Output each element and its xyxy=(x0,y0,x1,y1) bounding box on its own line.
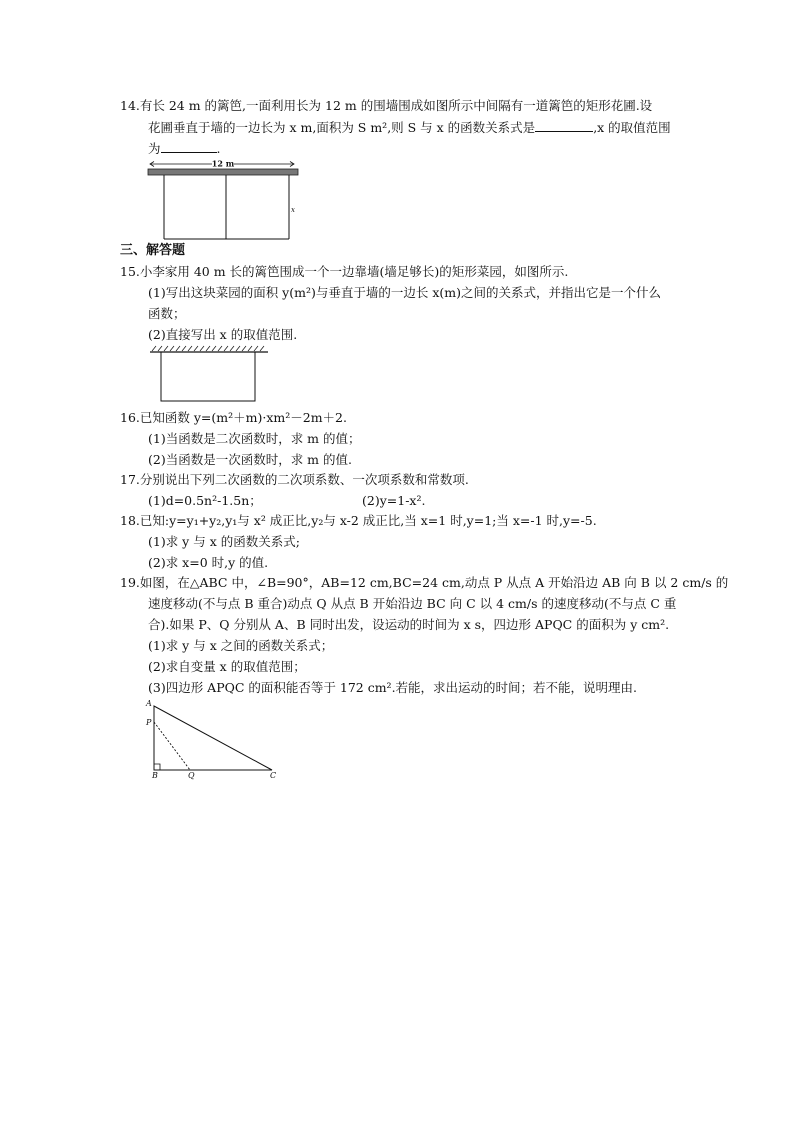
q19-line-1: 19.如图，在△ABC 中，∠B=90°，AB=12 cm,BC=24 cm,动点 P 从点 A 开始沿边 AB 向 B 以 2 cm/s 的 xyxy=(120,575,729,590)
q14-wall xyxy=(148,169,298,175)
q16-line-3: (2)当函数是一次函数时，求 m 的值. xyxy=(148,452,352,467)
q17-line-1: 17.分别说出下列二次函数的二次项系数、一次项系数和常数项. xyxy=(120,472,469,487)
label-q: Q xyxy=(188,771,195,780)
q19-triangle-figure xyxy=(144,698,284,780)
q19-line-4: (1)求 y 与 x 之间的函数关系式； xyxy=(148,638,334,653)
q14-text-3a: 为 xyxy=(148,141,161,156)
q15-fence xyxy=(161,352,255,401)
q15-line-2: (1)写出这块菜园的面积 y(m²)与垂直于墙的一边长 x(m)之间的关系式，并指出它是一个什么 xyxy=(148,285,661,300)
right-angle-mark xyxy=(154,764,160,770)
q16-line-1: 16.已知函数 y=(m²＋m)·xm²－2m＋2. xyxy=(120,410,347,425)
label-a: A xyxy=(146,699,152,708)
q14-figure xyxy=(148,156,298,242)
q18-line-2: (1)求 y 与 x 的函数关系式; xyxy=(148,534,300,549)
q17-line-2a: (1)d=0.5n²-1.5n； xyxy=(148,493,262,508)
label-p: P xyxy=(146,718,152,727)
q19-line-5: (2)求自变量 x 的取值范围； xyxy=(148,659,306,674)
q14-line-2 xyxy=(148,119,671,136)
q14-top-label: 12 m xyxy=(211,158,235,169)
q14-text-2a: 花圃垂直于墙的一边长为 x m,面积为 S m²,则 S 与 x 的函数关系式是 xyxy=(148,120,536,135)
q15-figure xyxy=(148,346,270,404)
q14-text-2b: ,x 的取值范围 xyxy=(593,120,671,135)
triangle-abc xyxy=(154,706,272,770)
q14-answer-blank-1[interactable] xyxy=(535,119,593,132)
q15-line-4: (2)直接写出 x 的取值范围. xyxy=(148,327,298,342)
label-b: B xyxy=(152,771,158,780)
q14-text-3b: . xyxy=(216,141,221,156)
q19-line-2: 速度移动(不与点 B 重合)动点 Q 从点 B 开始沿边 BC 向 C 以 4 cm/s 的速度移动(不与点 C 重 xyxy=(148,596,677,611)
q14-line-3 xyxy=(148,140,221,157)
q15-wall-hatching xyxy=(152,346,264,351)
q15-line-1: 15.小李家用 40 m 长的篱笆围成一个一边靠墙(墙足够长)的矩形菜园，如图所示. xyxy=(120,264,569,279)
q18-line-3: (2)求 x=0 时,y 的值. xyxy=(148,555,269,570)
q15-line-3: 函数； xyxy=(148,306,186,321)
q19-line-6: (3)四边形 APQC 的面积能否等于 172 cm².若能，求出运动的时间；若不能，说明理由. xyxy=(148,680,638,695)
q19-line-3: 合).如果 P、Q 分别从 A、B 同时出发，设运动的时间为 x s，四边形 APQC 的面积为 y cm². xyxy=(148,617,670,632)
segment-pq xyxy=(154,722,190,770)
q14-side-label: x xyxy=(291,206,295,214)
section-3-heading: 三、解答题 xyxy=(120,243,186,258)
label-c: C xyxy=(270,771,277,780)
q14-answer-blank-2[interactable] xyxy=(161,140,217,153)
q14-line-1: 14.有长 24 m 的篱笆,一面利用长为 12 m 的围墙围成如图所示中间隔有一道篱笆的矩形花圃.设 xyxy=(120,98,653,113)
q18-line-1: 18.已知:y=y₁+y₂,y₁与 x² 成正比,y₂与 x-2 成正比,当 x=1 时,y=1;当 x=-1 时,y=-5. xyxy=(120,513,597,528)
q16-line-2: (1)当函数是二次函数时，求 m 的值； xyxy=(148,431,361,446)
q17-line-2b: (2)y=1-x². xyxy=(362,493,426,508)
